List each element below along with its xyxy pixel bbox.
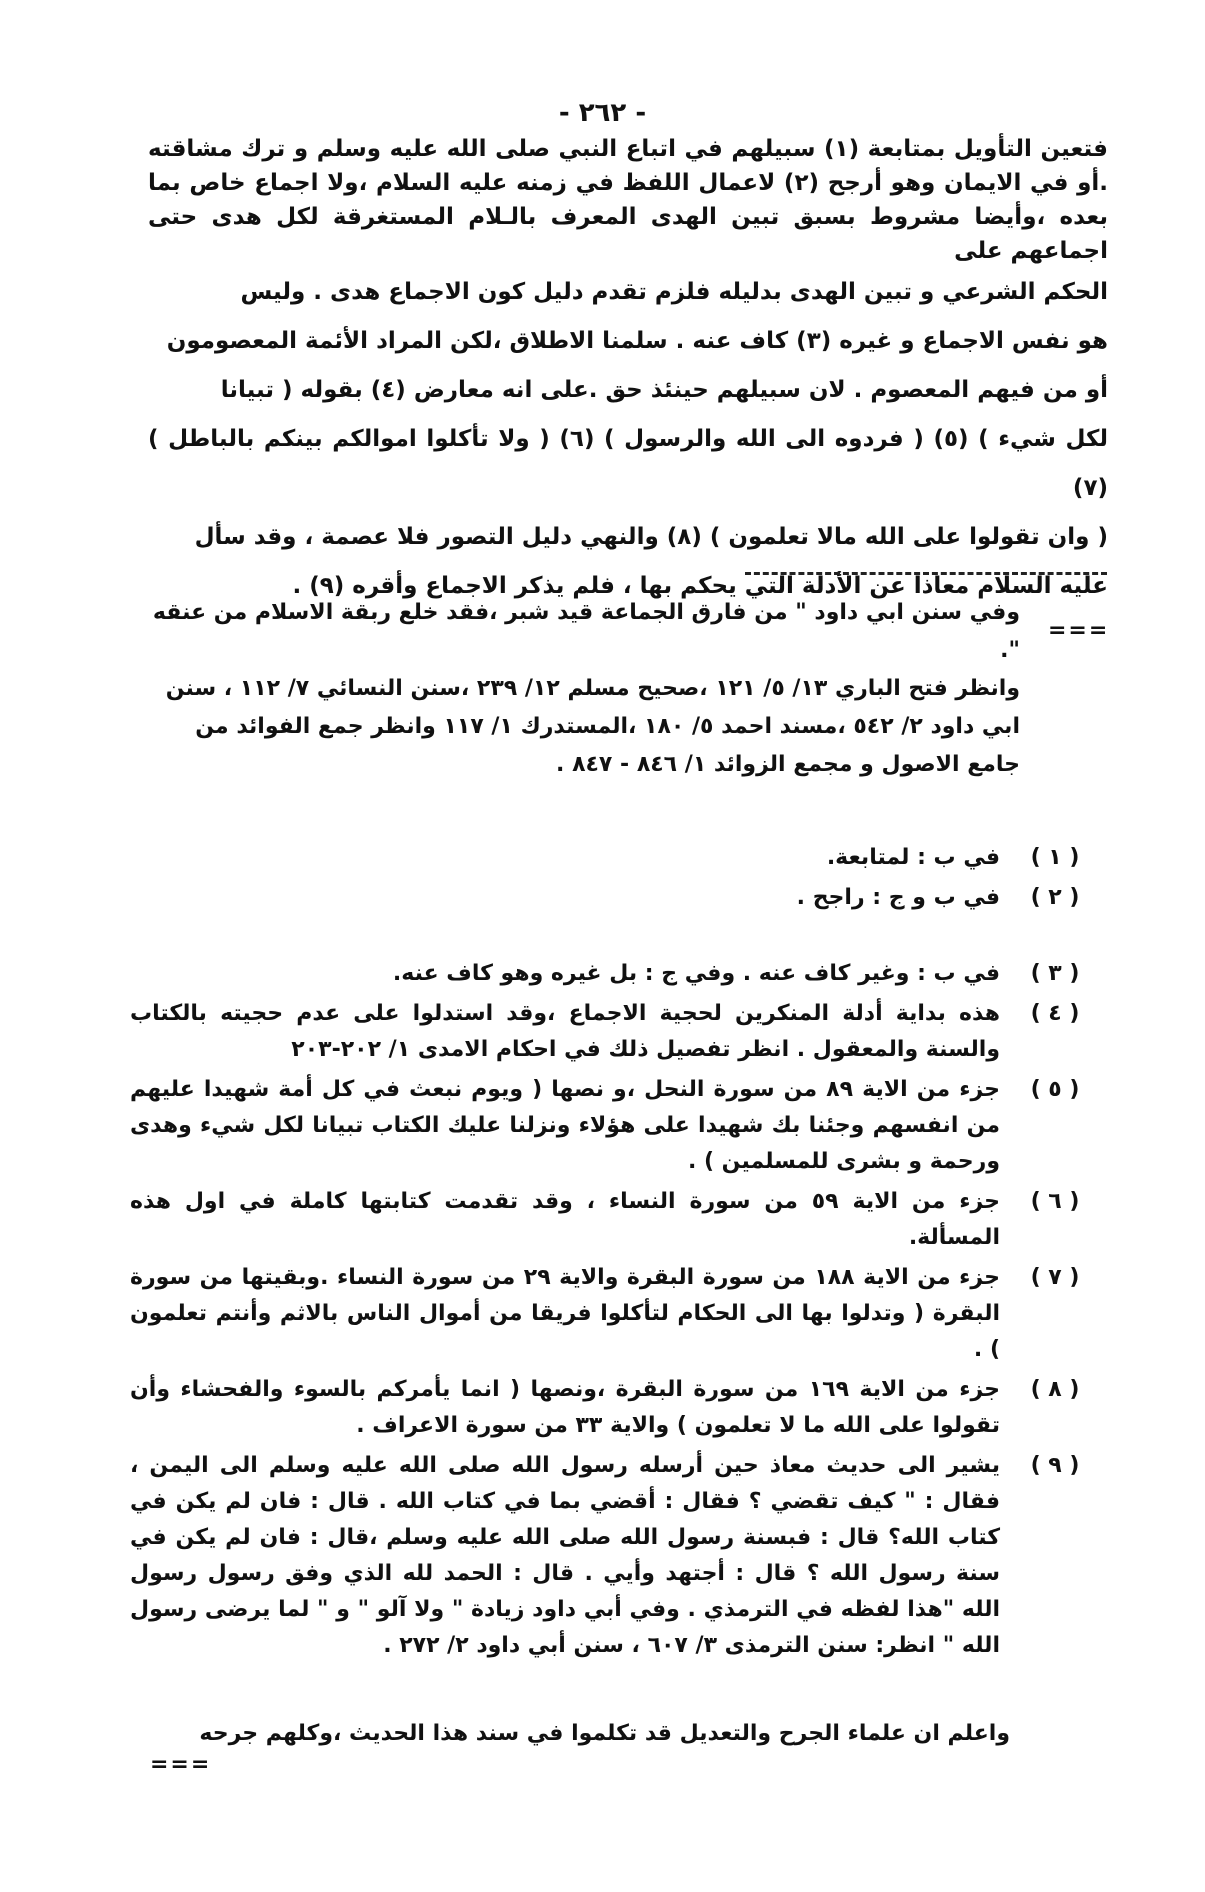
footnote-number: ( ٨ ) [1030,1377,1080,1402]
closing-line: واعلم ان علماء الجرح والتعديل قد تكلموا في سند هذا الحديث ،وكلهم جرحه [199,1721,1010,1746]
footnote-9 [130,1448,1110,1664]
footnote-3 [130,956,1110,992]
footnote-number: ( ٩ ) [1030,1453,1080,1478]
continuation-marker-bottom: === [150,1752,212,1777]
footnote-1 [130,840,1110,876]
footnote-2 [130,880,1110,916]
footnote-divider [745,572,1107,575]
footnote-5 [130,1072,1110,1180]
footnote-6 [130,1184,1110,1256]
footnote-text: جزء من الاية ٥٩ من سورة النساء ، وقد تقدمت كتابتها كاملة في اول هذه المسألة. [130,1189,1000,1250]
footnote-number: ( ٣ ) [1030,961,1080,986]
footnote-text: في ب : وغير كاف عنه . وفي ج : بل غيره وهو كاف عنه. [392,961,1000,986]
footnote-number: ( ١ ) [1030,845,1080,870]
body-line: لكل شيء ) (٥) ( فردوه الى الله والرسول ) (٦) ( ولا تأكلوا اموالكم بينكم بالباطل ) (٧) [148,426,1108,501]
footnote-4 [130,996,1110,1068]
footnote-number: ( ٧ ) [1030,1265,1080,1290]
footnote-number: ( ٥ ) [1030,1077,1080,1102]
body-line: أو من فيهم المعصوم . لان سبيلهم حينئذ حق .على انه معارض (٤) بقوله ( تبيانا [220,377,1108,403]
body-line: عليه السلام معاذا عن الأدلة التي يحكم بها ، فلم يذكر الاجماع وأقره (٩) . [292,573,1108,599]
body-line: هو نفس الاجماع و غيره (٣) كاف عنه . سلمنا الاطلاق ،لكن المراد الأئمة المعصومون [166,328,1108,354]
footnote-number: ( ٦ ) [1030,1189,1080,1214]
footnote-number: ( ٤ ) [1030,1001,1080,1026]
footnote-text: يشير الى حديث معاذ حين أرسله رسول الله صلى الله عليه وسلم الى اليمن ، فقال : " كيف تقضي ؟ فقال : أقضي بما في كتاب الله . قال : فان لم يكن في كتاب الله؟ قال : فبسنة رسول الله صلى الله عليه وسلم ،قال : فان لم يكن في سنة رسول الله ؟ قال : أجتهد وأيي . قال : الحمد لله الذي وفق رسول رسول الله "هذا لفظه في الترمذي . وفي أبي داود زيادة " ولا آلو " و " لما يرضى رسول الله " انظر: سنن الترمذى ٣/ ٦٠٧ ، سنن أبي داود ٢/ ٢٧٢ . [130,1453,1000,1658]
footnote-text: جزء من الاية ١٨٨ من سورة البقرة والاية ٢٩ من سورة النساء .وبقيتها من سورة البقرة ( وتدلوا بها الى الحكام لتأكلوا فريقا من أموال الناس بالاثم وأنتم تعلمون ) . [130,1265,1000,1362]
continued-footnote [150,594,1020,784]
body-line: الحكم الشرعي و تبين الهدى بدليله فلزم تقدم دليل كون الاجماع هدى . وليس [240,279,1108,305]
footnote-text: في ب : لمتابعة. [826,845,1000,870]
footnote-text: جزء من الاية ٨٩ من سورة النحل ،و نصها ( ويوم نبعث في كل أمة شهيدا عليهم من انفسهم وجئنا بك شهيدا على هؤلاء ونزلنا عليك الكتاب تبيانا لكل شيء وهدى ورحمة و بشرى للمسلمين ) . [130,1077,1001,1174]
body-line: فتعين التأويل بمتابعة (١) سبيلهم في اتباع النبي صلى الله عليه وسلم و ترك مشاقته .أو في الايمان وهو أرجح (٢) لاعمال اللفظ في زمنه عليه السلام ،ولا اجماع خاص بما بعده ،وأيضا مشروط بسبق تبين الهدى المعرف بالـلام المستغرقة لكل هدى حتى اجماعهم على [148,136,1108,264]
footnote-number: ( ٢ ) [1030,885,1080,910]
footnotes-list [130,840,1110,1668]
footnote-text: في ب و ج : راجح . [796,885,1000,910]
main-body-text [148,132,1108,611]
continuation-marker: === [1048,618,1110,643]
footnote-text: جزء من الاية ١٦٩ من سورة البقرة ،ونصها ( انما يأمركم بالسوء والفحشاء وأن تقولوا على الله ما لا تعلمون ) والاية ٣٣ من سورة الاعراف . [130,1377,1000,1438]
footnote-text: هذه بداية أدلة المنكرين لحجية الاجماع ،وقد استدلوا على عدم حجيته بالكتاب والسنة والمعقول . انظر تفصيل ذلك في احكام الامدى ١/ ٢٠٢-٢٠٣ [130,1001,1000,1062]
continued-line: وفي سنن ابي داود " من فارق الجماعة قيد شبر ،فقد خلع ربقة الاسلام من عنقه ". [152,600,1020,663]
footnote-gap [130,920,1110,956]
footnote-8 [130,1372,1110,1444]
footnote-7 [130,1260,1110,1368]
page-number: - ٢٦٢ - [558,98,647,128]
continued-line: وانظر فتح الباري ١٣/ ٥/ ١٢١ ،صحيح مسلم ١٢/ ٢٣٩ ،سنن النسائي ٧/ ١١٢ ، سنن ابي داود ٢/ ٥٤٢ ،مسند احمد ٥/ ١٨٠ ،المستدرك ١/ ١١٧ وانظر جمع الفوائد من جامع الاصول و مجمع الزوائد ١/ ٨٤٦ - ٨٤٧ . [165,676,1020,777]
body-line: ( وان تقولوا على الله مالا تعلمون ) (٨) والنهي دليل التصور فلا عصمة ، وقد سأل [194,524,1108,550]
